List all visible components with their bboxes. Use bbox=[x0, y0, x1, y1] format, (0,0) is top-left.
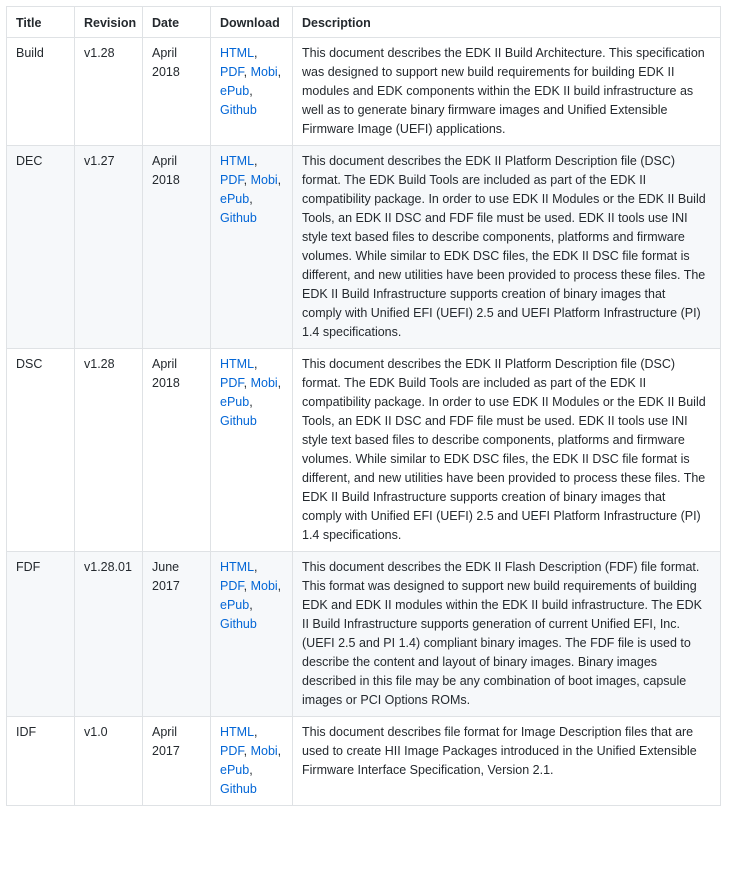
row-description: This document describes the EDK II Build Architecture. This specification was designed to support new build requirements for building EDK II modules and EDK components within the EDK II build infrastructure as well as to generate binary firmware images and Unified Extensible Firmware Image (UEFI) applications. bbox=[293, 38, 721, 146]
header-revision: Revision bbox=[75, 7, 143, 38]
mobi-link[interactable]: Mobi bbox=[250, 65, 278, 79]
row-title: FDF bbox=[7, 552, 75, 717]
mobi-link[interactable]: Mobi bbox=[250, 376, 278, 390]
github-link[interactable]: Github bbox=[220, 782, 257, 796]
mobi-link[interactable]: Mobi bbox=[250, 579, 278, 593]
row-description: This document describes the EDK II Flash Description (FDF) file format. This format was designed to support new build requirements of building EDK and EDK II modules within the EDK II build infrastructure. The EDK II Build Infrastructure supports generation of current Unified EFI, Inc. (UEFI 2.5 and PI 1.4) compliant binary images. The FDF file is used to describe the content and layout of binary images. Binary images described in this file may be any combination of boot images, capsule images or PCI Options ROMs. bbox=[293, 552, 721, 717]
header-title: Title bbox=[7, 7, 75, 38]
pdf-link[interactable]: PDF bbox=[220, 744, 244, 758]
header-date: Date bbox=[143, 7, 211, 38]
pdf-link[interactable]: PDF bbox=[220, 376, 244, 390]
row-revision: v1.28 bbox=[75, 349, 143, 552]
row-revision: v1.28 bbox=[75, 38, 143, 146]
row-description: This document describes the EDK II Platform Description file (DSC) format. The EDK Build Tools are included as part of the EDK II compatibility package. In order to use EDK II Modules or the EDK II Build Tools, an EDK II DSC and FDF file must be used. EDK II tools use INI style text based files to describe components, platforms and firmware volumes. While similar to EDK DSC files, the EDK II DSC file format is different, and new utilities have been provided to process these files. The EDK II Build Infrastructure supports creation of binary images that comply with Unified EFI (UEFI) 2.5 and UEFI Platform Infrastructure (PI) 1.4 specifications. bbox=[293, 349, 721, 552]
row-title: DEC bbox=[7, 146, 75, 349]
row-download-links: HTML, PDF, Mobi, ePub, Github bbox=[211, 349, 293, 552]
epub-link[interactable]: ePub bbox=[220, 598, 250, 612]
row-revision: v1.27 bbox=[75, 146, 143, 349]
table-row bbox=[7, 146, 721, 349]
row-download-links: HTML, PDF, Mobi, ePub, Github bbox=[211, 717, 293, 806]
row-download-links: HTML, PDF, Mobi, ePub, Github bbox=[211, 38, 293, 146]
row-date: April 2018 bbox=[143, 38, 211, 146]
row-description: This document describes file format for Image Description files that are used to create HII Image Packages introduced in the Unified Extensible Firmware Interface Specification, Version 2.1. bbox=[293, 717, 721, 806]
row-date: June 2017 bbox=[143, 552, 211, 717]
header-description: Description bbox=[293, 7, 721, 38]
github-link[interactable]: Github bbox=[220, 103, 257, 117]
pdf-link[interactable]: PDF bbox=[220, 173, 244, 187]
table-row bbox=[7, 349, 721, 552]
table-header bbox=[7, 7, 721, 38]
table-body bbox=[7, 38, 721, 806]
github-link[interactable]: Github bbox=[220, 211, 257, 225]
row-title: Build bbox=[7, 38, 75, 146]
table-row bbox=[7, 717, 721, 806]
header-download: Download bbox=[211, 7, 293, 38]
pdf-link[interactable]: PDF bbox=[220, 579, 244, 593]
table-row bbox=[7, 552, 721, 717]
github-link[interactable]: Github bbox=[220, 414, 257, 428]
row-date: April 2017 bbox=[143, 717, 211, 806]
row-date: April 2018 bbox=[143, 349, 211, 552]
row-date: April 2018 bbox=[143, 146, 211, 349]
row-title: IDF bbox=[7, 717, 75, 806]
row-revision: v1.0 bbox=[75, 717, 143, 806]
html-link[interactable]: HTML bbox=[220, 560, 255, 574]
html-link[interactable]: HTML bbox=[220, 725, 255, 739]
epub-link[interactable]: ePub bbox=[220, 84, 250, 98]
row-title: DSC bbox=[7, 349, 75, 552]
table-row bbox=[7, 38, 721, 146]
epub-link[interactable]: ePub bbox=[220, 192, 250, 206]
row-download-links: HTML, PDF, Mobi, ePub, Github bbox=[211, 552, 293, 717]
github-link[interactable]: Github bbox=[220, 617, 257, 631]
epub-link[interactable]: ePub bbox=[220, 763, 250, 777]
mobi-link[interactable]: Mobi bbox=[250, 744, 278, 758]
row-revision: v1.28.01 bbox=[75, 552, 143, 717]
row-description: This document describes the EDK II Platform Description file (DSC) format. The EDK Build Tools are included as part of the EDK II compatibility package. In order to use EDK II Modules or the EDK II Build Tools, an EDK II DSC and FDF file must be used. EDK II tools use INI style text based files to describe components, platforms and firmware volumes. While similar to EDK DSC files, the EDK II DSC file format is different, and new utilities have been provided to process these files. The EDK II Build Infrastructure supports creation of binary images that comply with Unified EFI (UEFI) 2.5 and UEFI Platform Infrastructure (PI) 1.4 specifications. bbox=[293, 146, 721, 349]
row-download-links: HTML, PDF, Mobi, ePub, Github bbox=[211, 146, 293, 349]
pdf-link[interactable]: PDF bbox=[220, 65, 244, 79]
mobi-link[interactable]: Mobi bbox=[250, 173, 278, 187]
html-link[interactable]: HTML bbox=[220, 154, 255, 168]
header-row bbox=[7, 7, 721, 38]
spec-table bbox=[6, 6, 721, 806]
html-link[interactable]: HTML bbox=[220, 46, 255, 60]
epub-link[interactable]: ePub bbox=[220, 395, 250, 409]
html-link[interactable]: HTML bbox=[220, 357, 255, 371]
